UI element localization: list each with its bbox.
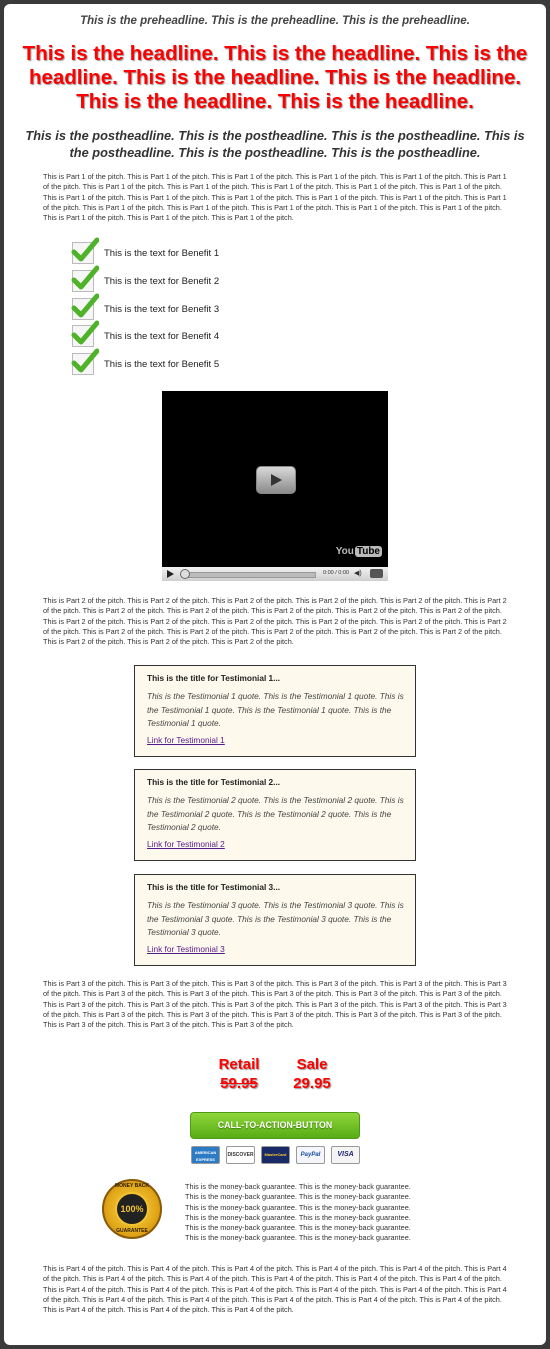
testimonial-title: This is the title for Testimonial 1... (147, 673, 281, 683)
pitch-part-4: This is Part 4 of the pitch. This is Part 4 of the pitch. This is Part 4 of the pitch. This is Part 4 of the pitch. This is Part 4 of the pitch. This is Part 4 of the pitch. This is Part 4 of the pitch. This is Part 4 of the pitch. This is Part 4 of the pitch. This is Part 4 of the pitch. This is Part 4 of the pitch. This is Part 4 of the pitch. This is Part 4 of the pitch. This is Part 4 of the pitch. This is Part 4 of the pitch. This is Part 4 of the pitch. This is Part 4 of the pitch. This is Part 4 of the pitch. This is Part 4 of the pitch. This is Part 4 of the pitch. This is Part 4 of the pitch. This is Part 4 of the pitch. This is Part 4 of the pitch. This is Part 4 of the pitch. This is Part 4 of the pitch. (43, 1264, 507, 1315)
benefit-text: This is the text for Benefit 2 (104, 275, 220, 287)
testimonial-link[interactable]: Link for Testimonial 2 (147, 839, 225, 849)
seek-handle[interactable] (180, 569, 190, 579)
call-to-action-button[interactable]: CALL-TO-ACTION-BUTTON (190, 1112, 360, 1139)
money-back-seal-icon: MONEY BACK 100% GUARANTEE (102, 1179, 162, 1239)
testimonial-quote: This is the Testimonial 1 quote. This is the Testimonial 1 quote. This is the Testimonial 1 quote. This is the Testimonial 1 quote. This is the Testimonial 1 quote. (147, 691, 404, 728)
testimonial-quote: This is the Testimonial 2 quote. This is the Testimonial 2 quote. This is the Testimonial 2 quote. This is the Testimonial 2 quote. This is the Testimonial 2 quote. (147, 795, 404, 832)
testimonial-title: This is the title for Testimonial 3... (147, 882, 281, 892)
checkmark-icon (72, 353, 94, 375)
play-icon[interactable] (166, 570, 174, 578)
checkmark-icon (72, 242, 94, 264)
retail-label: Retail (218, 1056, 260, 1073)
fullscreen-icon[interactable] (370, 569, 383, 578)
discover-card-icon: DISCOVER (226, 1146, 255, 1164)
testimonial-quote: This is the Testimonial 3 quote. This is the Testimonial 3 quote. This is the Testimonial 3 quote. This is the Testimonial 3 quote. This is the Testimonial 3 quote. (147, 900, 404, 937)
checkmark-icon (72, 270, 94, 292)
play-button[interactable] (256, 466, 296, 494)
sales-page (4, 4, 546, 1345)
postheadline: This is the postheadline. This is the postheadline. This is the postheadline. This is the postheadline. This is the postheadline. This is the postheadline. (25, 128, 525, 160)
testimonial-link[interactable]: Link for Testimonial 3 (147, 944, 225, 954)
visa-card-icon: VISA (331, 1146, 360, 1164)
benefit-text: This is the text for Benefit 1 (104, 248, 220, 259)
amex-card-icon: AMERICAN EXPRESS (191, 1146, 220, 1164)
time-readout: 0:00 / 0:00 (323, 570, 349, 576)
paypal-icon: PayPal (296, 1146, 325, 1164)
video-controls (162, 567, 388, 581)
checkmark-icon (72, 325, 94, 347)
benefit-text: This is the text for Benefit 4 (104, 331, 220, 343)
play-icon (269, 473, 283, 487)
pitch-part-3: This is Part 3 of the pitch. This is Part 3 of the pitch. This is Part 3 of the pitch. This is Part 3 of the pitch. This is Part 3 of the pitch. This is Part 3 of the pitch. This is Part 3 of the pitch. This is Part 3 of the pitch. This is Part 3 of the pitch. This is Part 3 of the pitch. This is Part 3 of the pitch. This is Part 3 of the pitch. This is Part 3 of the pitch. This is Part 3 of the pitch. This is Part 3 of the pitch. This is Part 3 of the pitch. This is Part 3 of the pitch. This is Part 3 of the pitch. This is Part 3 of the pitch. This is Part 3 of the pitch. This is Part 3 of the pitch. This is Part 3 of the pitch. This is Part 3 of the pitch. This is Part 3 of the pitch. This is Part 3 of the pitch. (43, 979, 507, 1030)
testimonial-box (134, 874, 416, 966)
pitch-part-1: This is Part 1 of the pitch. This is Part 1 of the pitch. This is Part 1 of the pitch. This is Part 1 of the pitch. This is Part 1 of the pitch. This is Part 1 of the pitch. This is Part 1 of the pitch. This is Part 1 of the pitch. This is Part 1 of the pitch. This is Part 1 of the pitch. This is Part 1 of the pitch. This is Part 1 of the pitch. This is Part 1 of the pitch. This is Part 1 of the pitch. This is Part 1 of the pitch. This is Part 1 of the pitch. This is Part 1 of the pitch. This is Part 1 of the pitch. This is Part 1 of the pitch. This is Part 1 of the pitch. This is Part 1 of the pitch. This is Part 1 of the pitch. This is Part 1 of the pitch. This is Part 1 of the pitch. This is Part 1 of the pitch. (43, 172, 507, 223)
seek-bar[interactable] (182, 572, 316, 578)
checkmark-icon (72, 298, 94, 320)
testimonial-link[interactable]: Link for Testimonial 1 (147, 735, 225, 745)
volume-icon[interactable]: ◀︎) (354, 570, 362, 577)
headline: This is the headline. This is the headline. This is the headline. This is the headline. This is the headline. This is the headline. This is the headline. (22, 42, 528, 113)
money-back-guarantee-text: This is the money-back guarantee. This is the money-back guarantee. This is the money-back guarantee. This is the money-back guarantee. This is the money-back guarantee. This is the money-back guarantee. This is the money-back guarantee. This is the money-back guarantee. This is the money-back guarantee. This is the money-back guarantee. This is the money-back guarantee. This is the money-back guarantee. (185, 1182, 411, 1243)
pitch-part-2: This is Part 2 of the pitch. This is Part 2 of the pitch. This is Part 2 of the pitch. This is Part 2 of the pitch. This is Part 2 of the pitch. This is Part 2 of the pitch. This is Part 2 of the pitch. This is Part 2 of the pitch. This is Part 2 of the pitch. This is Part 2 of the pitch. This is Part 2 of the pitch. This is Part 2 of the pitch. This is Part 2 of the pitch. This is Part 2 of the pitch. This is Part 2 of the pitch. This is Part 2 of the pitch. This is Part 2 of the pitch. This is Part 2 of the pitch. This is Part 2 of the pitch. This is Part 2 of the pitch. This is Part 2 of the pitch. This is Part 2 of the pitch. This is Part 2 of the pitch. This is Part 2 of the pitch. This is Part 2 of the pitch. (43, 596, 507, 647)
video-player[interactable] (162, 391, 388, 581)
youtube-logo[interactable]: You Tube (335, 546, 380, 557)
sale-label: Sale (296, 1056, 328, 1073)
retail-price: 59.95 (220, 1075, 258, 1092)
testimonial-title: This is the title for Testimonial 2... (147, 777, 281, 787)
preheadline: This is the preheadline. This is the preheadline. This is the preheadline. (80, 15, 470, 27)
mastercard-icon: MasterCard (261, 1146, 290, 1164)
sale-price: 29.95 (293, 1075, 331, 1092)
benefit-text: This is the text for Benefit 3 (104, 303, 220, 315)
testimonial-box (134, 769, 416, 861)
benefit-text: This is the text for Benefit 5 (104, 359, 220, 371)
testimonial-box (134, 665, 416, 757)
